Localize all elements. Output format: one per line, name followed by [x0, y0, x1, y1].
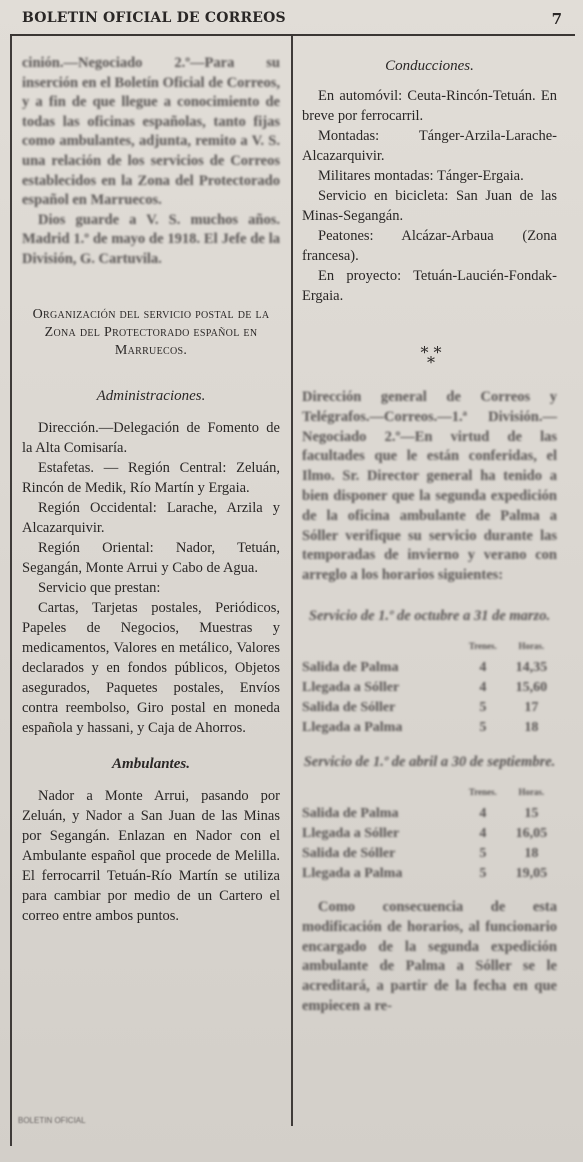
page-header: [22, 10, 562, 32]
schedule-train: 5: [479, 865, 487, 881]
publication-title: BOLETIN OFICIAL DE CORREOS: [22, 10, 286, 26]
peatones-paragraph: Peatones: Alcázar-Arbaua (Zona francesa).: [302, 228, 557, 264]
blurred-direccion-paragraph: Dirección general de Correos y Telégrafos.—Correos.—1.ª División.—Negociado 2.º—En virtud de las facultades que le están conferidas, el Ilmo. Sr. Director general ha tenido a bien disponer que la segunda expedición de la oficina ambulante de Palma a Sóller verifique su servicio durante las temporadas de invierno y verano con arreglo a los horarios siguientes:: [302, 389, 557, 584]
automovil-paragraph: En automóvil: Ceuta-Rincón-Tetuán. En breve por ferrocarril.: [302, 88, 557, 124]
schedule-label: Salida de Palma: [302, 659, 399, 675]
blurred-closing-paragraph: Como consecuencia de esta modificación de horarios, al funcionario encargado de la segunda expedición ambulante de Palma a Sóller se le acreditará, a partir de la fecha en que empiecen a re-: [302, 898, 557, 1014]
right-column-lower: [302, 388, 557, 1017]
schedule-row: [302, 824, 557, 844]
right-column: [302, 56, 557, 306]
page-number: 7: [551, 10, 562, 28]
schedule-hour: 19,05: [515, 865, 548, 881]
schedule-row: [302, 678, 557, 698]
hours-column-header: Horas.: [518, 786, 545, 797]
proyecto-paragraph: En proyecto: Tetuán-Laucién-Fondak-Ergaia.: [302, 268, 557, 304]
conducciones-heading: Conducciones.: [385, 58, 474, 74]
direccion-paragraph: Dirección.—Delegación de Fomento de la Alta Comisaría.: [22, 419, 280, 456]
region-occidental-paragraph: Región Occidental: Larache, Arzila y Alcazarquivir.: [22, 499, 280, 536]
schedule-train: 4: [479, 679, 487, 695]
winter-schedule-heading: Servicio de 1.º de octubre a 31 de marzo.: [308, 607, 551, 624]
schedule-label: Salida de Sóller: [302, 845, 396, 861]
schedule-hour: 18: [524, 845, 539, 861]
schedule-row: [302, 698, 557, 718]
footer-mark: BOLETIN OFICIAL: [18, 1116, 86, 1125]
schedule-row: [302, 804, 557, 824]
schedule-hour: 14,35: [515, 659, 548, 675]
bicicleta-paragraph: Servicio en bicicleta: San Juan de las Minas-Segangán.: [302, 188, 557, 224]
left-column: [22, 54, 280, 926]
schedule-label: Llegada a Palma: [302, 865, 403, 881]
schedule-hour: 16,05: [515, 825, 548, 841]
schedule-row: [302, 844, 557, 864]
summer-schedule-table: [302, 782, 557, 884]
schedule-hour: 15: [524, 805, 539, 821]
servicio-paragraph: Cartas, Tarjetas postales, Periódicos, Papeles de Negocios, Muestras y medicamentos, Valores en metálico, Valores declarados y en fondos públicos, Objetos asegurados, Paquetes postales, Envíos contra reembolso, Giro postal en moneda española y hassani, y Caja de Ahorros.: [22, 599, 280, 736]
column-divider: [291, 36, 293, 1126]
summer-schedule-heading: Servicio de 1.º de abril a 30 de septiembre.: [303, 753, 556, 770]
schedule-train: 5: [479, 699, 487, 715]
schedule-train: 5: [479, 845, 487, 861]
region-oriental-paragraph: Región Oriental: Nador, Tetuán, Segangán, Monte Arrui y Cabo de Agua.: [22, 539, 280, 576]
winter-schedule-table: [302, 636, 557, 738]
schedule-label: Salida de Sóller: [302, 699, 396, 715]
schedule-row: [302, 718, 557, 738]
schedule-train: 5: [479, 719, 487, 735]
schedule-label: Llegada a Sóller: [302, 679, 400, 695]
blurred-closing-paragraph: Dios guarde a V. S. muchos años. Madrid 1.º de mayo de 1918. El Jefe de la División, G. Cartuvila.: [22, 211, 280, 267]
schedule-hour: 15,60: [515, 679, 548, 695]
schedule-train: 4: [479, 805, 487, 821]
militares-paragraph: Militares montadas: Tánger-Ergaia.: [318, 168, 524, 184]
ambulantes-paragraph: Nador a Monte Arrui, pasando por Zeluán, y Nador a San Juan de las Minas por Segangán. Enlazan en Nador con el Ambulante español que procede de Melilla. El ferrocarril Tetuán-Río Martín se utiliza para cambiar por medio de un Cartero el correo entre ambos puntos.: [22, 787, 280, 924]
section-separator-stars: * * *: [420, 343, 442, 372]
schedule-label: Llegada a Palma: [302, 719, 403, 735]
schedule-train: 4: [479, 825, 487, 841]
schedule-train: 4: [479, 659, 487, 675]
schedule-hour: 17: [524, 699, 539, 715]
estafetas-paragraph: Estafetas. — Región Central: Zeluán, Rincón de Medik, Río Martín y Ergaia.: [22, 459, 280, 496]
left-margin-line: [10, 36, 12, 1146]
schedule-hour: 18: [524, 719, 539, 735]
schedule-label: Salida de Palma: [302, 805, 399, 821]
blurred-intro-paragraph: cinión.—Negociado 2.º—Para su inserción en el Boletín Oficial de Correos, y a fin de que llegue a conocimiento de todas las oficinas españolas, tanto fijas como ambulantes, adjunta, remito a V. S. una relación de los servicios de Correos establecidos en la Zona del Protectorado español en Marruecos.: [22, 55, 280, 209]
montadas-paragraph: Montadas: Tánger-Arzila-Larache-Alcazarquivir.: [302, 128, 557, 164]
org-title: Organización del servicio postal de la Zona del Protectorado español en Marruecos.: [32, 306, 270, 358]
schedule-row: [302, 864, 557, 884]
ambulantes-heading: Ambulantes.: [112, 755, 190, 772]
administraciones-heading: Administraciones.: [96, 387, 206, 404]
schedule-row: [302, 658, 557, 678]
hours-column-header: Horas.: [518, 640, 545, 651]
servicio-label: Servicio que prestan:: [38, 579, 161, 596]
trains-column-header: Trenes.: [468, 640, 497, 651]
schedule-label: Llegada a Sóller: [302, 825, 400, 841]
trains-column-header: Trenes.: [468, 786, 497, 797]
